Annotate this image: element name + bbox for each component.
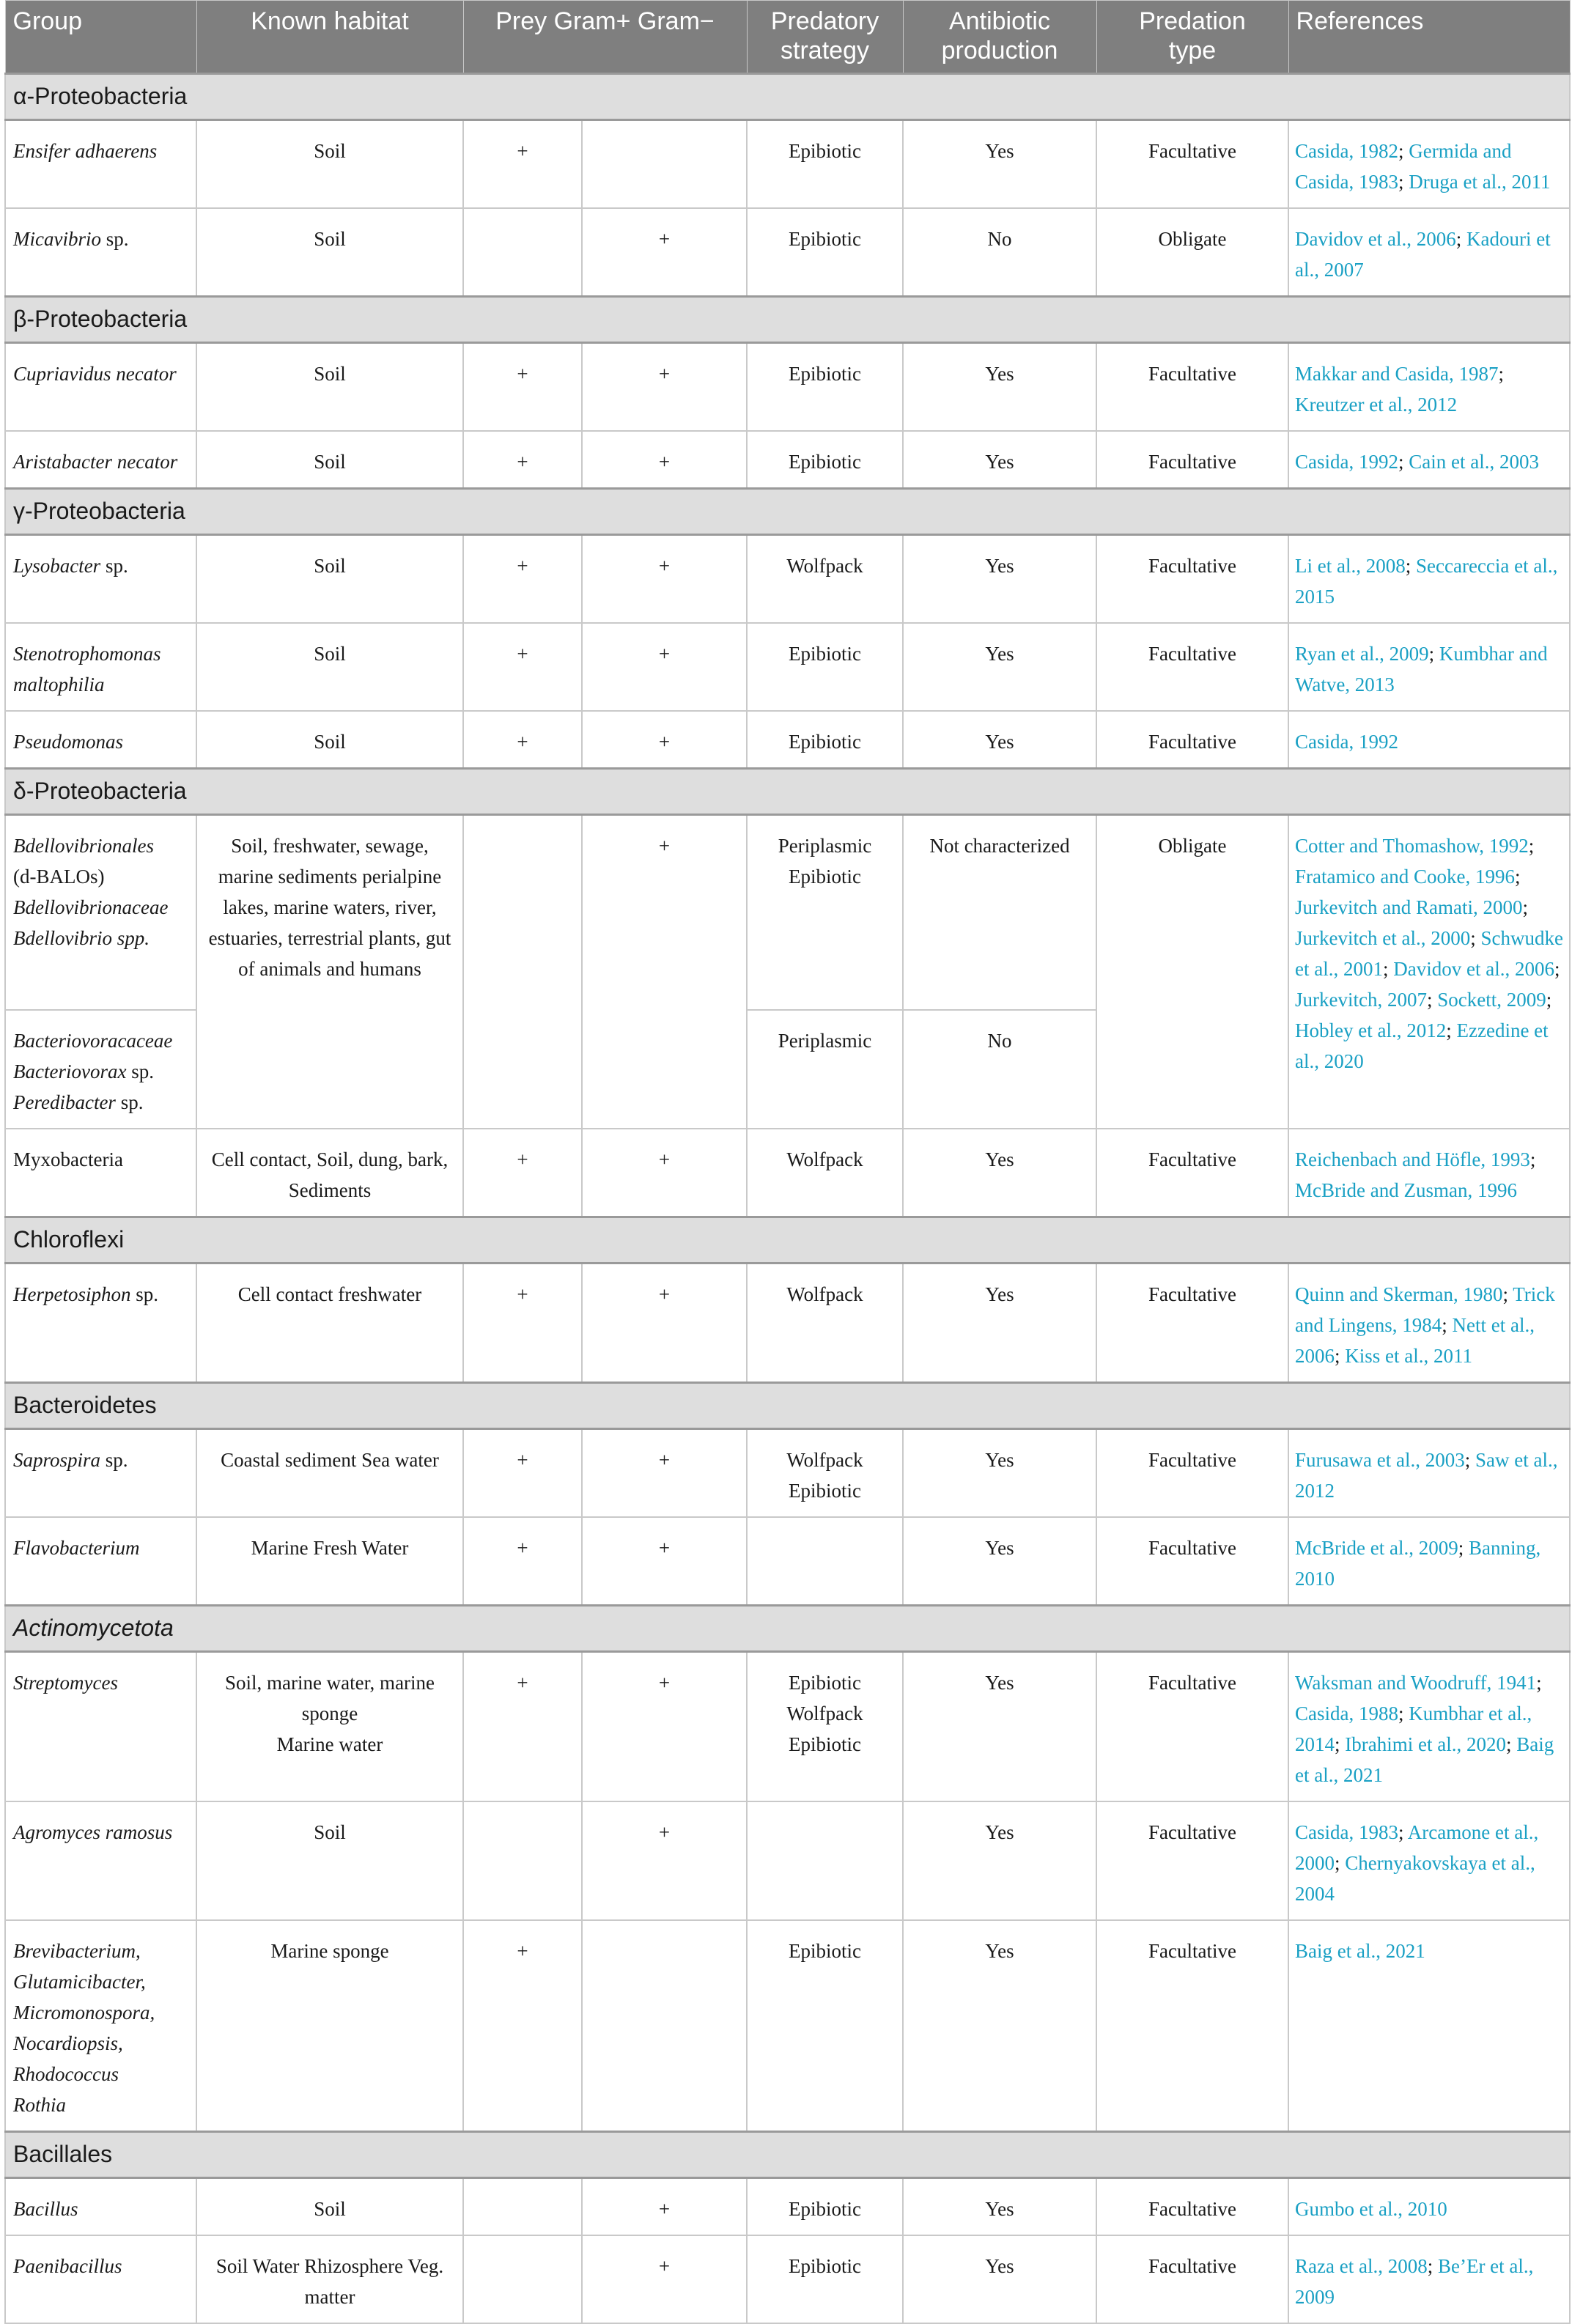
habitat-cell: Soil xyxy=(196,1801,463,1920)
header-strategy-line-1: Predatory xyxy=(770,7,879,35)
organism-name: Agromyces ramosus xyxy=(5,1801,196,1920)
reference-separator: ; xyxy=(1335,1733,1346,1755)
antibiotic-cell: Yes xyxy=(903,1129,1096,1217)
antibiotic-cell: Yes xyxy=(903,1264,1096,1383)
predation-type-cell: Facultative xyxy=(1096,120,1288,209)
predation-type-cell: Facultative xyxy=(1096,535,1288,624)
table-row xyxy=(5,343,1570,432)
group-row-bacillales xyxy=(5,2132,1570,2178)
group-row-bacteroidetes xyxy=(5,1383,1570,1429)
organism-suffix: sp. xyxy=(100,1449,128,1471)
reference-link[interactable]: Fratamico and Cooke, 1996 xyxy=(1295,866,1515,888)
antibiotic-cell: Yes xyxy=(903,431,1096,489)
header-predation-type xyxy=(1096,1,1288,74)
table-row xyxy=(5,815,1570,1011)
gram-negative-cell: + xyxy=(582,2235,747,2323)
organism-name-line: Bdellovibrionaceae xyxy=(13,896,169,918)
header-group: Group xyxy=(5,1,196,74)
organism-suffix: sp. xyxy=(100,228,129,250)
organism-name xyxy=(5,1429,196,1518)
gram-positive-cell: + xyxy=(463,120,582,209)
reference-link[interactable]: Seccareccia et al., 2015 xyxy=(1295,555,1558,608)
strategy-line: Epibiotic xyxy=(789,1480,861,1502)
gram-positive-cell: + xyxy=(463,535,582,624)
reference-separator: ; xyxy=(1383,958,1394,980)
organism-name xyxy=(5,815,196,1011)
organism-suffix: sp. xyxy=(100,555,128,577)
predation-type-cell: Facultative xyxy=(1096,2178,1288,2236)
header-ptype-line-2: type xyxy=(1168,37,1217,64)
organism-name-line: Bacteriovoracaceae xyxy=(13,1030,173,1052)
gram-positive-cell: + xyxy=(463,711,582,769)
strategy-cell: Epibiotic xyxy=(747,208,903,297)
habitat-cell: Soil Water Rhizosphere Veg. matter xyxy=(196,2235,463,2323)
reference-separator: ; xyxy=(1470,927,1481,949)
organism-genus: Herpetosiphon xyxy=(13,1283,131,1305)
gram-negative-cell: + xyxy=(582,711,747,769)
habitat-cell: Soil xyxy=(196,535,463,624)
strategy-cell xyxy=(747,1652,903,1802)
strategy-line: Wolfpack xyxy=(786,1449,863,1471)
group-row-gamma-proteobacteria xyxy=(5,489,1570,535)
references-cell xyxy=(1288,623,1570,711)
gram-positive-cell: + xyxy=(463,623,582,711)
group-label: β-Proteobacteria xyxy=(5,297,1570,343)
organism-name: Ensifer adhaerens xyxy=(5,120,196,209)
reference-link[interactable]: Casida, 1992 xyxy=(1295,731,1399,753)
organism-name-line: (d-BALOs) xyxy=(13,866,105,888)
organism-name xyxy=(5,1010,196,1129)
reference-separator: ; xyxy=(1554,958,1560,980)
antibiotic-cell: Yes xyxy=(903,535,1096,624)
strategy-cell xyxy=(747,1801,903,1920)
references-cell xyxy=(1288,1920,1570,2132)
organism-name-line xyxy=(13,1056,188,1087)
reference-separator: ; xyxy=(1529,1148,1536,1170)
group-label: Bacteroidetes xyxy=(5,1383,1570,1429)
organism-name: Pseudomonas xyxy=(5,711,196,769)
header-prey: Prey Gram+ Gram− xyxy=(463,1,747,74)
organism-name-line: Glutamicibacter, xyxy=(13,1971,146,1993)
table-row xyxy=(5,431,1570,489)
organism-name-line: Micromonospora, xyxy=(13,2002,155,2024)
habitat-cell xyxy=(196,1652,463,1802)
table-row xyxy=(5,1652,1570,1802)
strategy-line: Epibiotic xyxy=(789,1672,861,1694)
reference-link[interactable]: McBride et al., 2009 xyxy=(1295,1537,1458,1559)
reference-link[interactable]: Makkar and Casida, 1987 xyxy=(1295,363,1499,385)
strategy-line: Periplasmic xyxy=(778,835,872,857)
table-row xyxy=(5,2235,1570,2323)
table-row xyxy=(5,1129,1570,1217)
organism-name-line: Rhodococcus xyxy=(13,2063,119,2085)
gram-positive-cell: + xyxy=(463,431,582,489)
reference-link[interactable]: Kumbhar et al., 2014 xyxy=(1295,1703,1532,1755)
reference-separator: ; xyxy=(1398,140,1409,162)
group-label: Chloroflexi xyxy=(5,1217,1570,1264)
header-antibiotic-line-2: production xyxy=(941,37,1058,64)
references-cell xyxy=(1288,1517,1570,1606)
gram-positive-cell: + xyxy=(463,1652,582,1802)
strategy-cell xyxy=(747,1429,903,1518)
gram-negative-cell: + xyxy=(582,1129,747,1217)
table-row xyxy=(5,2178,1570,2236)
organism-name xyxy=(5,623,196,711)
strategy-line: Epibiotic xyxy=(789,1733,861,1755)
organism-name: Flavobacterium xyxy=(5,1517,196,1606)
reference-link[interactable]: Trick and Lingens, 1984 xyxy=(1295,1283,1555,1336)
strategy-line: Wolfpack xyxy=(786,1703,863,1724)
gram-negative-cell: + xyxy=(582,535,747,624)
table-row xyxy=(5,1920,1570,2132)
header-strategy-line-2: strategy xyxy=(781,37,869,64)
strategy-line: Epibiotic xyxy=(789,866,861,888)
habitat-cell: Soil xyxy=(196,120,463,209)
reference-separator: ; xyxy=(1442,1314,1453,1336)
table-row xyxy=(5,1801,1570,1920)
gram-positive-cell xyxy=(463,208,582,297)
group-row-chloroflexi xyxy=(5,1217,1570,1264)
header-ptype-line-1: Predation xyxy=(1139,7,1246,35)
gram-negative-cell xyxy=(582,1920,747,2132)
table-row xyxy=(5,623,1570,711)
reference-link[interactable]: Be’Er et al., 2009 xyxy=(1295,2255,1534,2308)
reference-separator: ; xyxy=(1427,989,1438,1011)
reference-separator: ; xyxy=(1464,1449,1475,1471)
organism-name-line: Brevibacterium, xyxy=(13,1940,141,1962)
references-cell xyxy=(1288,1652,1570,1802)
reference-link[interactable]: Davidov et al., 2006 xyxy=(1295,228,1456,250)
reference-separator: ; xyxy=(1398,1821,1408,1843)
references-cell xyxy=(1288,1264,1570,1383)
organism-name-line: Bdellovibrio spp. xyxy=(13,927,150,949)
predation-type-cell: Facultative xyxy=(1096,1264,1288,1383)
strategy-cell: Epibiotic xyxy=(747,343,903,432)
reference-link[interactable]: Jurkevitch et al., 2000 xyxy=(1295,927,1471,949)
reference-link[interactable]: Baig et al., 2021 xyxy=(1295,1733,1554,1786)
table-row xyxy=(5,120,1570,209)
reference-separator: ; xyxy=(1536,1672,1542,1694)
reference-separator: ; xyxy=(1514,866,1521,888)
reference-link[interactable]: Kiss et al., 2011 xyxy=(1345,1345,1473,1367)
antibiotic-cell: Yes xyxy=(903,2235,1096,2323)
habitat-cell: Soil xyxy=(196,431,463,489)
antibiotic-cell: Yes xyxy=(903,1920,1096,2132)
antibiotic-cell: Yes xyxy=(903,1801,1096,1920)
habitat-cell: Cell contact freshwater xyxy=(196,1264,463,1383)
header-row xyxy=(5,1,1570,74)
predation-type-cell: Facultative xyxy=(1096,623,1288,711)
gram-positive-cell xyxy=(463,815,582,1129)
reference-link[interactable]: McBride and Zusman, 1996 xyxy=(1295,1179,1517,1201)
group-label: γ-Proteobacteria xyxy=(5,489,1570,535)
gram-positive-cell: + xyxy=(463,343,582,432)
organism-name-line: Rothia xyxy=(13,2094,66,2116)
reference-separator: ; xyxy=(1528,835,1535,857)
organism-name xyxy=(5,1920,196,2132)
organism-genus: Lysobacter xyxy=(13,555,101,577)
habitat-cell: Soil xyxy=(196,2178,463,2236)
reference-separator: ; xyxy=(1505,1733,1517,1755)
habitat-cell: Marine sponge xyxy=(196,1920,463,2132)
reference-link[interactable]: Jurkevitch, 2007 xyxy=(1295,989,1427,1011)
reference-link[interactable]: Baig et al., 2021 xyxy=(1295,1940,1425,1962)
group-label: Bacillales xyxy=(5,2132,1570,2178)
organism-genus: Bacteriovorax xyxy=(13,1060,127,1082)
gram-negative-cell: + xyxy=(582,1264,747,1383)
habitat-line: Marine water xyxy=(276,1733,383,1755)
strategy-cell: Epibiotic xyxy=(747,2178,903,2236)
antibiotic-cell: Yes xyxy=(903,623,1096,711)
antibiotic-cell: Not characterized xyxy=(903,815,1096,1011)
references-cell xyxy=(1288,1801,1570,1920)
header-known-habitat: Known habitat xyxy=(196,1,463,74)
predation-type-cell: Facultative xyxy=(1096,1652,1288,1802)
reference-link[interactable]: Sockett, 2009 xyxy=(1437,989,1546,1011)
antibiotic-cell: Yes xyxy=(903,1517,1096,1606)
organism-name-line: Nocardiopsis, xyxy=(13,2032,123,2054)
group-label: α-Proteobacteria xyxy=(5,74,1570,120)
table-row xyxy=(5,1264,1570,1383)
organism-name: Paenibacillus xyxy=(5,2235,196,2323)
references-cell xyxy=(1288,535,1570,624)
strategy-cell xyxy=(747,1517,903,1606)
references-cell xyxy=(1288,2235,1570,2323)
references-cell xyxy=(1288,120,1570,209)
predation-type-cell: Facultative xyxy=(1096,2235,1288,2323)
reference-separator: ; xyxy=(1428,643,1439,665)
organism-genus: Peredibacter xyxy=(13,1091,116,1113)
organism-genus: Saprospira xyxy=(13,1449,101,1471)
reference-separator: ; xyxy=(1398,451,1409,473)
gram-positive-cell xyxy=(463,2178,582,2236)
predation-type-cell: Facultative xyxy=(1096,1920,1288,2132)
reference-link[interactable]: Quinn and Skerman, 1980 xyxy=(1295,1283,1503,1305)
group-row-beta-proteobacteria xyxy=(5,297,1570,343)
references-cell xyxy=(1288,343,1570,432)
references-cell xyxy=(1288,815,1570,1129)
gram-negative-cell: + xyxy=(582,623,747,711)
gram-negative-cell: + xyxy=(582,2178,747,2236)
gram-positive-cell: + xyxy=(463,1920,582,2132)
habitat-cell: Coastal sediment Sea water xyxy=(196,1429,463,1518)
antibiotic-cell: No xyxy=(903,208,1096,297)
antibiotic-cell: Yes xyxy=(903,1429,1096,1518)
reference-link[interactable]: Li et al., 2008 xyxy=(1295,555,1406,577)
antibiotic-cell: Yes xyxy=(903,120,1096,209)
predation-type-cell: Facultative xyxy=(1096,1429,1288,1518)
habitat-cell: Soil xyxy=(196,208,463,297)
reference-link[interactable]: Waksman and Woodruff, 1941 xyxy=(1295,1672,1537,1694)
antibiotic-cell: No xyxy=(903,1010,1096,1129)
reference-link[interactable]: Casida, 1988 xyxy=(1295,1703,1399,1724)
reference-link[interactable]: Banning, 2010 xyxy=(1295,1537,1541,1590)
organism-name-line: Stenotrophomonas xyxy=(13,643,161,665)
reference-link[interactable]: Furusawa et al., 2003 xyxy=(1295,1449,1465,1471)
habitat-cell: Soil, freshwater, sewage, marine sediments perialpine lakes, marine waters, river, estuaries, terrestrial plants, gut of animals and humans xyxy=(196,815,463,1129)
predation-type-cell: Obligate xyxy=(1096,815,1288,1129)
references-cell xyxy=(1288,711,1570,769)
strategy-cell: Epibiotic xyxy=(747,711,903,769)
gram-negative-cell: + xyxy=(582,1429,747,1518)
reference-separator: ; xyxy=(1546,989,1552,1011)
habitat-cell: Cell contact, Soil, dung, bark, Sediments xyxy=(196,1129,463,1217)
strategy-cell: Epibiotic xyxy=(747,2235,903,2323)
header-antibiotic-line-1: Antibiotic xyxy=(949,7,1050,35)
reference-separator: ; xyxy=(1398,1703,1409,1724)
reference-link[interactable]: Cotter and Thomashow, 1992 xyxy=(1295,835,1529,857)
reference-link[interactable]: Casida, 1983 xyxy=(1295,1821,1399,1843)
predation-type-cell: Obligate xyxy=(1096,208,1288,297)
table-row xyxy=(5,711,1570,769)
reference-link[interactable]: Arcamone et al., 2000 xyxy=(1295,1821,1539,1874)
header-references: References xyxy=(1288,1,1570,74)
reference-separator: ; xyxy=(1458,1537,1469,1559)
reference-separator: ; xyxy=(1446,1019,1457,1041)
references-cell xyxy=(1288,1129,1570,1217)
organism-name: Cupriavidus necator xyxy=(5,343,196,432)
header-antibiotic-production xyxy=(903,1,1096,74)
reference-link[interactable]: Ibrahimi et al., 2020 xyxy=(1345,1733,1506,1755)
organism-genus: Myxobacteria xyxy=(13,1148,123,1170)
habitat-cell: Soil xyxy=(196,623,463,711)
organism-genus: Micavibrio xyxy=(13,228,101,250)
gram-positive-cell: + xyxy=(463,1517,582,1606)
reference-link[interactable]: Kreutzer et al., 2012 xyxy=(1295,394,1458,416)
strategy-cell: Epibiotic xyxy=(747,1920,903,2132)
predation-type-cell: Facultative xyxy=(1096,343,1288,432)
organism-suffix: sp. xyxy=(126,1060,154,1082)
references-cell xyxy=(1288,208,1570,297)
gram-positive-cell xyxy=(463,1801,582,1920)
organism-name: Streptomyces xyxy=(5,1652,196,1802)
gram-positive-cell xyxy=(463,2235,582,2323)
gram-negative-cell: + xyxy=(582,815,747,1129)
reference-link[interactable]: Germida and Casida, 1983 xyxy=(1295,140,1512,193)
table-row xyxy=(5,535,1570,624)
predation-type-cell: Facultative xyxy=(1096,431,1288,489)
group-row-delta-proteobacteria xyxy=(5,769,1570,815)
habitat-line: Soil, marine water, marine sponge xyxy=(224,1672,435,1724)
reference-link[interactable]: Jurkevitch and Ramati, 2000 xyxy=(1295,896,1523,918)
strategy-cell: Epibiotic xyxy=(747,431,903,489)
organism-name xyxy=(5,1264,196,1383)
strategy-cell: Periplasmic xyxy=(747,1010,903,1129)
reference-link[interactable]: Ezzedine et al., 2020 xyxy=(1295,1019,1549,1072)
habitat-cell: Soil xyxy=(196,711,463,769)
reference-separator: ; xyxy=(1455,228,1466,250)
group-label: δ-Proteobacteria xyxy=(5,769,1570,815)
habitat-cell: Marine Fresh Water xyxy=(196,1517,463,1606)
references-cell xyxy=(1288,2178,1570,2236)
group-row-actinomycetota xyxy=(5,1606,1570,1652)
reference-link[interactable]: Chernyakovskaya et al., 2004 xyxy=(1295,1852,1535,1905)
antibiotic-cell: Yes xyxy=(903,343,1096,432)
organism-name xyxy=(5,535,196,624)
references-cell xyxy=(1288,1429,1570,1518)
gram-negative-cell: + xyxy=(582,1801,747,1920)
reference-link[interactable]: Reichenbach and Höfle, 1993 xyxy=(1295,1148,1530,1170)
reference-link[interactable]: Gumbo et al., 2010 xyxy=(1295,2198,1447,2220)
predation-type-cell: Facultative xyxy=(1096,711,1288,769)
table-row xyxy=(5,1517,1570,1606)
table-row xyxy=(5,1429,1570,1518)
organism-suffix: sp. xyxy=(115,1091,144,1113)
predation-type-cell: Facultative xyxy=(1096,1801,1288,1920)
reference-link[interactable]: Druga et al., 2011 xyxy=(1409,171,1551,193)
organism-name-line: Bdellovibrionales xyxy=(13,835,154,857)
antibiotic-cell: Yes xyxy=(903,2178,1096,2236)
habitat-cell: Soil xyxy=(196,343,463,432)
organism-suffix: sp. xyxy=(130,1283,158,1305)
gram-positive-cell: + xyxy=(463,1264,582,1383)
reference-link[interactable]: Casida, 1992 xyxy=(1295,451,1399,473)
predatory-bacteria-table xyxy=(4,0,1571,2324)
gram-positive-cell: + xyxy=(463,1129,582,1217)
reference-separator: ; xyxy=(1405,555,1416,577)
strategy-cell: Wolfpack xyxy=(747,1264,903,1383)
reference-link[interactable]: Casida, 1982 xyxy=(1295,140,1399,162)
reference-separator: ; xyxy=(1398,171,1409,193)
strategy-cell: Epibiotic xyxy=(747,120,903,209)
table-row xyxy=(5,208,1570,297)
reference-link[interactable]: Saw et al., 2012 xyxy=(1295,1449,1558,1502)
reference-link[interactable]: Hobley et al., 2012 xyxy=(1295,1019,1447,1041)
strategy-cell xyxy=(747,815,903,1011)
reference-link[interactable]: Ryan et al., 2009 xyxy=(1295,643,1429,665)
strategy-cell: Epibiotic xyxy=(747,623,903,711)
reference-separator: ; xyxy=(1522,896,1528,918)
gram-negative-cell: + xyxy=(582,208,747,297)
reference-link[interactable]: Nett et al., 2006 xyxy=(1295,1314,1535,1367)
strategy-cell: Wolfpack xyxy=(747,1129,903,1217)
header-predatory-strategy xyxy=(747,1,903,74)
organism-name-line: maltophilia xyxy=(13,674,105,696)
reference-separator: ; xyxy=(1335,1345,1346,1367)
organism-name: Aristabacter necator xyxy=(5,431,196,489)
reference-link[interactable]: Raza et al., 2008 xyxy=(1295,2255,1428,2277)
predation-type-cell: Facultative xyxy=(1096,1517,1288,1606)
reference-link[interactable]: Cain et al., 2003 xyxy=(1409,451,1539,473)
organism-name-line xyxy=(13,1087,188,1118)
gram-negative-cell: + xyxy=(582,1517,747,1606)
organism-name xyxy=(5,1129,196,1217)
organism-name: Bacillus xyxy=(5,2178,196,2236)
reference-separator: ; xyxy=(1502,1283,1513,1305)
gram-negative-cell: + xyxy=(582,431,747,489)
antibiotic-cell: Yes xyxy=(903,711,1096,769)
group-row-alpha-proteobacteria xyxy=(5,74,1570,120)
reference-separator: ; xyxy=(1335,1852,1346,1874)
reference-link[interactable]: Schwudke et al., 2001 xyxy=(1295,927,1563,980)
reference-link[interactable]: Davidov et al., 2006 xyxy=(1393,958,1554,980)
organism-name xyxy=(5,208,196,297)
strategy-cell: Wolfpack xyxy=(747,535,903,624)
reference-separator: ; xyxy=(1498,363,1504,385)
reference-separator: ; xyxy=(1427,2255,1438,2277)
gram-negative-cell: + xyxy=(582,343,747,432)
predation-type-cell: Facultative xyxy=(1096,1129,1288,1217)
gram-negative-cell: + xyxy=(582,1652,747,1802)
group-label: Actinomycetota xyxy=(5,1606,1570,1652)
reference-link[interactable]: Kadouri et al., 2007 xyxy=(1295,228,1551,281)
reference-link[interactable]: Kumbhar and Watve, 2013 xyxy=(1295,643,1548,696)
gram-negative-cell xyxy=(582,120,747,209)
references-cell xyxy=(1288,431,1570,489)
antibiotic-cell: Yes xyxy=(903,1652,1096,1802)
gram-positive-cell: + xyxy=(463,1429,582,1518)
